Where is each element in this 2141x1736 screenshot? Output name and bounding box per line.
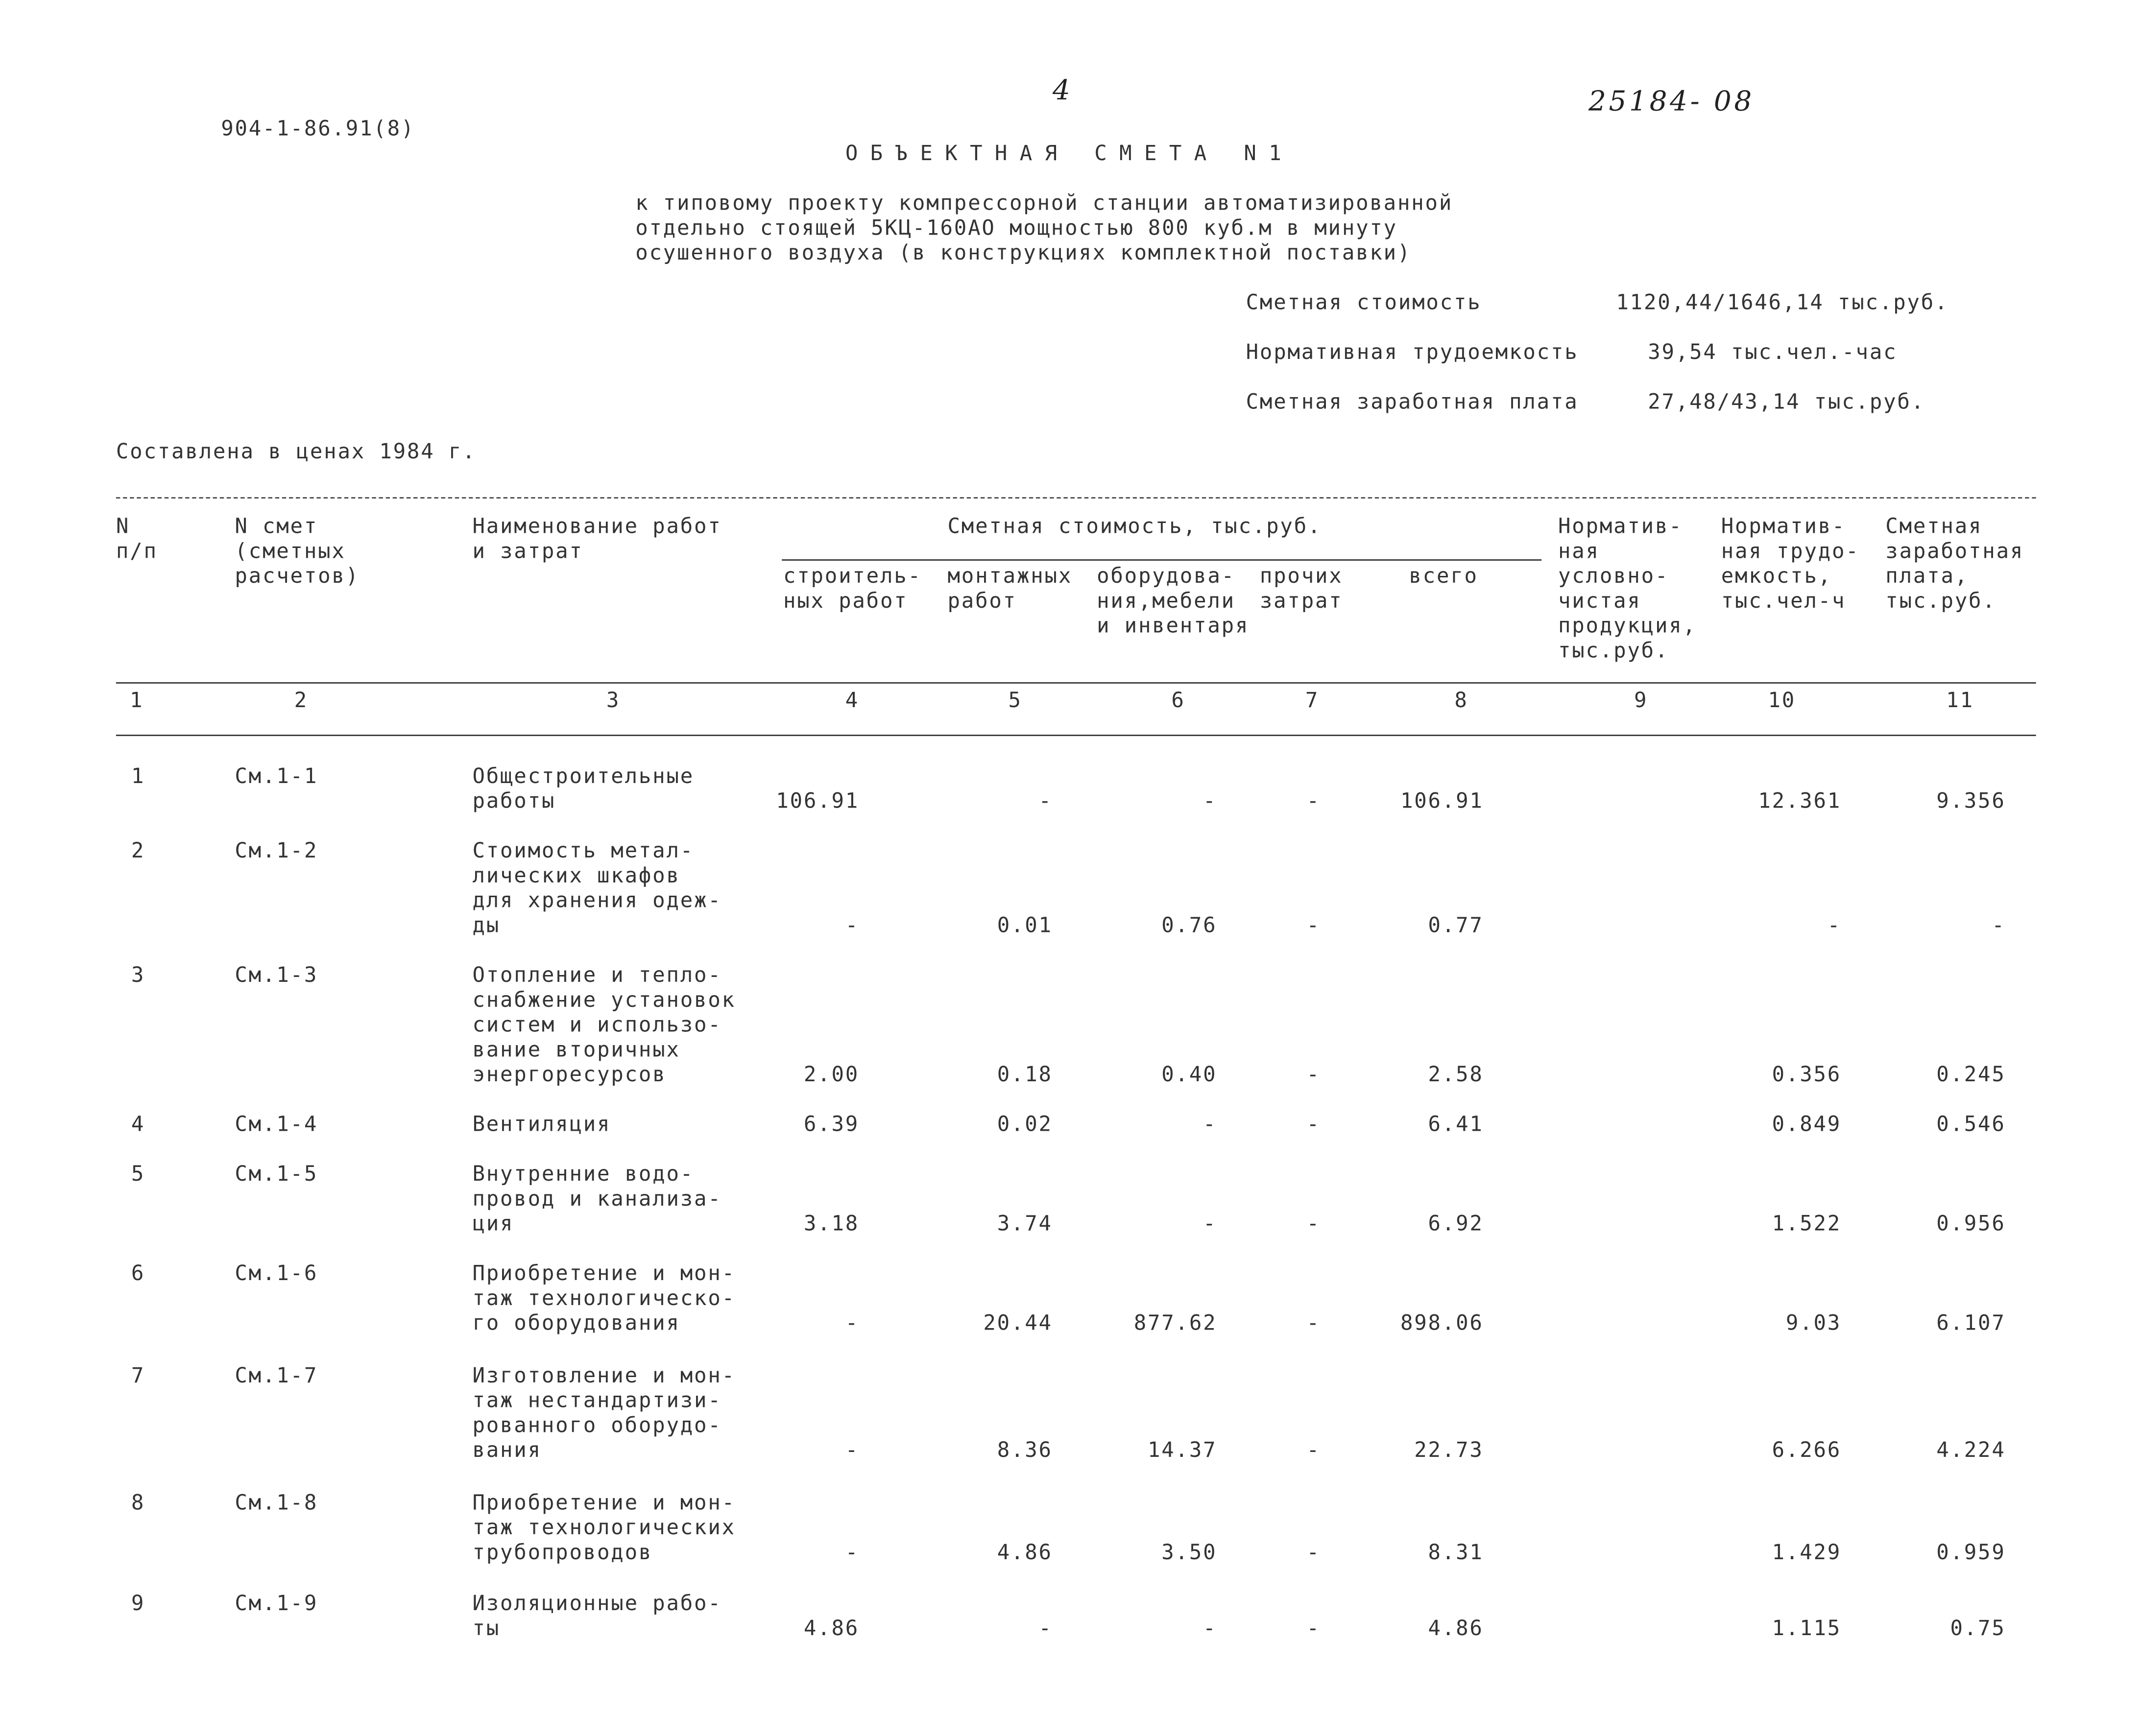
row-number: 4	[131, 1112, 145, 1137]
header-other: прочих затрат	[1259, 563, 1343, 614]
cell-c4: 3.18	[803, 1211, 860, 1236]
handwritten-page-number: 4	[1052, 73, 1073, 107]
estimate-ref: См.1-2	[235, 838, 318, 863]
column-number-5: 5	[1008, 688, 1022, 713]
column-number-8: 8	[1454, 688, 1468, 713]
header-total: всего	[1409, 563, 1478, 589]
work-name: Стоимость метал- лических шкафов для хранения одеж- ды	[472, 838, 722, 938]
cell-c7: -	[1306, 788, 1321, 813]
cell-c8: 6.92	[1428, 1211, 1484, 1236]
document-code: 904-1-86.91(8)	[221, 116, 415, 141]
cell-c10: 1.429	[1772, 1540, 1842, 1565]
row-number: 7	[131, 1363, 145, 1388]
cell-c5: 0.01	[997, 913, 1053, 938]
header-construction: строитель- ных работ	[783, 563, 922, 614]
cell-c10: 6.266	[1772, 1437, 1842, 1463]
estimate-ref: См.1-5	[235, 1161, 318, 1187]
cell-c4: 106.91	[776, 788, 860, 813]
cell-c10: 0.356	[1772, 1062, 1842, 1087]
summary-wage-label: Сметная заработная плата	[1246, 389, 1579, 414]
cell-c11: 0.245	[1936, 1062, 2006, 1087]
cell-c4: 4.86	[803, 1616, 860, 1641]
header-labor: Норматив- ная трудо- емкость, тыс.чел-ч	[1721, 514, 1860, 614]
cost-group-rule	[782, 559, 1541, 561]
cell-c6: -	[1203, 1616, 1217, 1641]
column-number-11: 11	[1946, 688, 1974, 713]
cell-c7: -	[1306, 913, 1321, 938]
work-name: Приобретение и мон- таж технологических трубопроводов	[472, 1490, 736, 1565]
cell-c7: -	[1306, 1112, 1321, 1137]
summary-labor-value: 39,54 тыс.чел.-час	[1648, 339, 1898, 365]
header-equipment: оборудова- ния,мебели и инвентаря	[1097, 563, 1250, 638]
header-estimate-number: N смет (сметных расчетов)	[235, 514, 360, 589]
cell-c4: 6.39	[803, 1112, 860, 1137]
column-number-6: 6	[1171, 688, 1185, 713]
column-number-4: 4	[845, 688, 860, 713]
cell-c4: 2.00	[803, 1062, 860, 1087]
summary-wage-value: 27,48/43,14 тыс.руб.	[1648, 389, 1925, 414]
work-name: Изоляционные рабо- ты	[472, 1591, 722, 1641]
subtitle-line-2: отдельно стоящей 5КЦ-160АО мощностью 800 куб.м в минуту	[635, 215, 1398, 240]
table-top-rule	[116, 497, 2036, 499]
subtitle-line-3: осушенного воздуха (в конструкциях комплектной поставки)	[635, 240, 1412, 265]
cell-c7: -	[1306, 1540, 1321, 1565]
column-number-7: 7	[1305, 688, 1320, 713]
cell-c10: 1.115	[1772, 1616, 1842, 1641]
cell-c11: -	[1992, 913, 2006, 938]
cell-c10: 9.03	[1785, 1310, 1842, 1335]
header-wage: Сметная заработная плата, тыс.руб.	[1885, 514, 2024, 614]
summary-cost-value: 1120,44/1646,14 тыс.руб.	[1616, 290, 1949, 315]
cell-c4: -	[845, 1437, 860, 1463]
cell-c6: -	[1203, 788, 1217, 813]
prices-note: Составлена в ценах 1984 г.	[116, 439, 477, 464]
cell-c8: 0.77	[1428, 913, 1484, 938]
cell-c5: -	[1038, 788, 1053, 813]
cell-c6: 14.37	[1147, 1437, 1217, 1463]
cell-c10: 0.849	[1772, 1112, 1842, 1137]
cell-c8: 8.31	[1428, 1540, 1484, 1565]
cell-c11: 9.356	[1936, 788, 2006, 813]
cell-c8: 22.73	[1414, 1437, 1484, 1463]
cell-c5: 3.74	[997, 1211, 1053, 1236]
estimate-ref: См.1-9	[235, 1591, 318, 1616]
cell-c6: -	[1203, 1211, 1217, 1236]
row-number: 2	[131, 838, 145, 863]
cell-c8: 2.58	[1428, 1062, 1484, 1087]
column-number-10: 10	[1768, 688, 1796, 713]
cell-c5: 0.18	[997, 1062, 1053, 1087]
document-title: ОБЪЕКТНАЯ СМЕТА N1	[845, 141, 1294, 166]
cell-c4: -	[845, 1310, 860, 1335]
row-number: 1	[131, 763, 145, 789]
summary-labor-label: Нормативная трудоемкость	[1246, 339, 1579, 365]
header-installation: монтажных работ	[947, 563, 1073, 614]
cell-c11: 0.956	[1936, 1211, 2006, 1236]
estimate-ref: См.1-6	[235, 1260, 318, 1286]
work-name: Внутренние водо- провод и канализа- ция	[472, 1161, 722, 1236]
estimate-ref: См.1-8	[235, 1490, 318, 1515]
column-number-2: 2	[294, 688, 308, 713]
header-row-number: N п/п	[116, 514, 158, 564]
cell-c6: 0.40	[1161, 1062, 1217, 1087]
handwritten-stamp-number: 25184- 08	[1588, 84, 1755, 118]
work-name: Приобретение и мон- таж технологическо- го оборудования	[472, 1260, 736, 1335]
work-name: Отопление и тепло- снабжение установок систем и использо- вание вторичных энергоресурсов	[472, 962, 736, 1087]
summary-cost-label: Сметная стоимость	[1246, 290, 1482, 315]
cell-c8: 106.91	[1400, 788, 1484, 813]
cell-c7: -	[1306, 1616, 1321, 1641]
column-number-3: 3	[606, 688, 621, 713]
cell-c6: 0.76	[1161, 913, 1217, 938]
cell-c11: 0.75	[1950, 1616, 2006, 1641]
cell-c8: 6.41	[1428, 1112, 1484, 1137]
column-numbers-top-rule	[116, 682, 2036, 684]
cell-c10: -	[1827, 913, 1842, 938]
estimate-ref: См.1-1	[235, 763, 318, 789]
row-number: 8	[131, 1490, 145, 1515]
cell-c10: 1.522	[1772, 1211, 1842, 1236]
work-name: Изготовление и мон- таж нестандартизи- рованного оборудо- вания	[472, 1363, 736, 1463]
cell-c10: 12.361	[1758, 788, 1842, 813]
cell-c5: -	[1038, 1616, 1053, 1641]
estimate-ref: См.1-7	[235, 1363, 318, 1388]
cell-c6: 877.62	[1133, 1310, 1217, 1335]
estimate-ref: См.1-3	[235, 962, 318, 988]
row-number: 5	[131, 1161, 145, 1187]
cell-c7: -	[1306, 1062, 1321, 1087]
cell-c7: -	[1306, 1211, 1321, 1236]
row-number: 9	[131, 1591, 145, 1616]
column-numbers-bottom-rule	[116, 735, 2036, 736]
cell-c5: 4.86	[997, 1540, 1053, 1565]
cell-c7: -	[1306, 1310, 1321, 1335]
cell-c11: 0.959	[1936, 1540, 2006, 1565]
cell-c5: 20.44	[983, 1310, 1053, 1335]
cell-c11: 0.546	[1936, 1112, 2006, 1137]
column-number-9: 9	[1634, 688, 1648, 713]
cell-c7: -	[1306, 1437, 1321, 1463]
column-number-1: 1	[130, 688, 144, 713]
cell-c6: -	[1203, 1112, 1217, 1137]
cell-c11: 6.107	[1936, 1310, 2006, 1335]
subtitle-line-1: к типовому проекту компрессорной станции автоматизированной	[635, 190, 1453, 215]
cell-c11: 4.224	[1936, 1437, 2006, 1463]
cell-c8: 4.86	[1428, 1616, 1484, 1641]
work-name: Общестроительные работы	[472, 763, 695, 813]
cell-c5: 0.02	[997, 1112, 1053, 1137]
cell-c5: 8.36	[997, 1437, 1053, 1463]
cell-c8: 898.06	[1400, 1310, 1484, 1335]
header-work-name: Наименование работ и затрат	[472, 514, 722, 564]
header-cost-group: Сметная стоимость, тыс.руб.	[947, 514, 1322, 539]
cell-c4: -	[845, 913, 860, 938]
cell-c6: 3.50	[1161, 1540, 1217, 1565]
row-number: 6	[131, 1260, 145, 1286]
header-net-output: Норматив- ная условно- чистая продукция, тыс.руб.	[1558, 514, 1697, 663]
work-name: Вентиляция	[472, 1112, 611, 1137]
estimate-ref: См.1-4	[235, 1112, 318, 1137]
row-number: 3	[131, 962, 145, 988]
cell-c4: -	[845, 1540, 860, 1565]
